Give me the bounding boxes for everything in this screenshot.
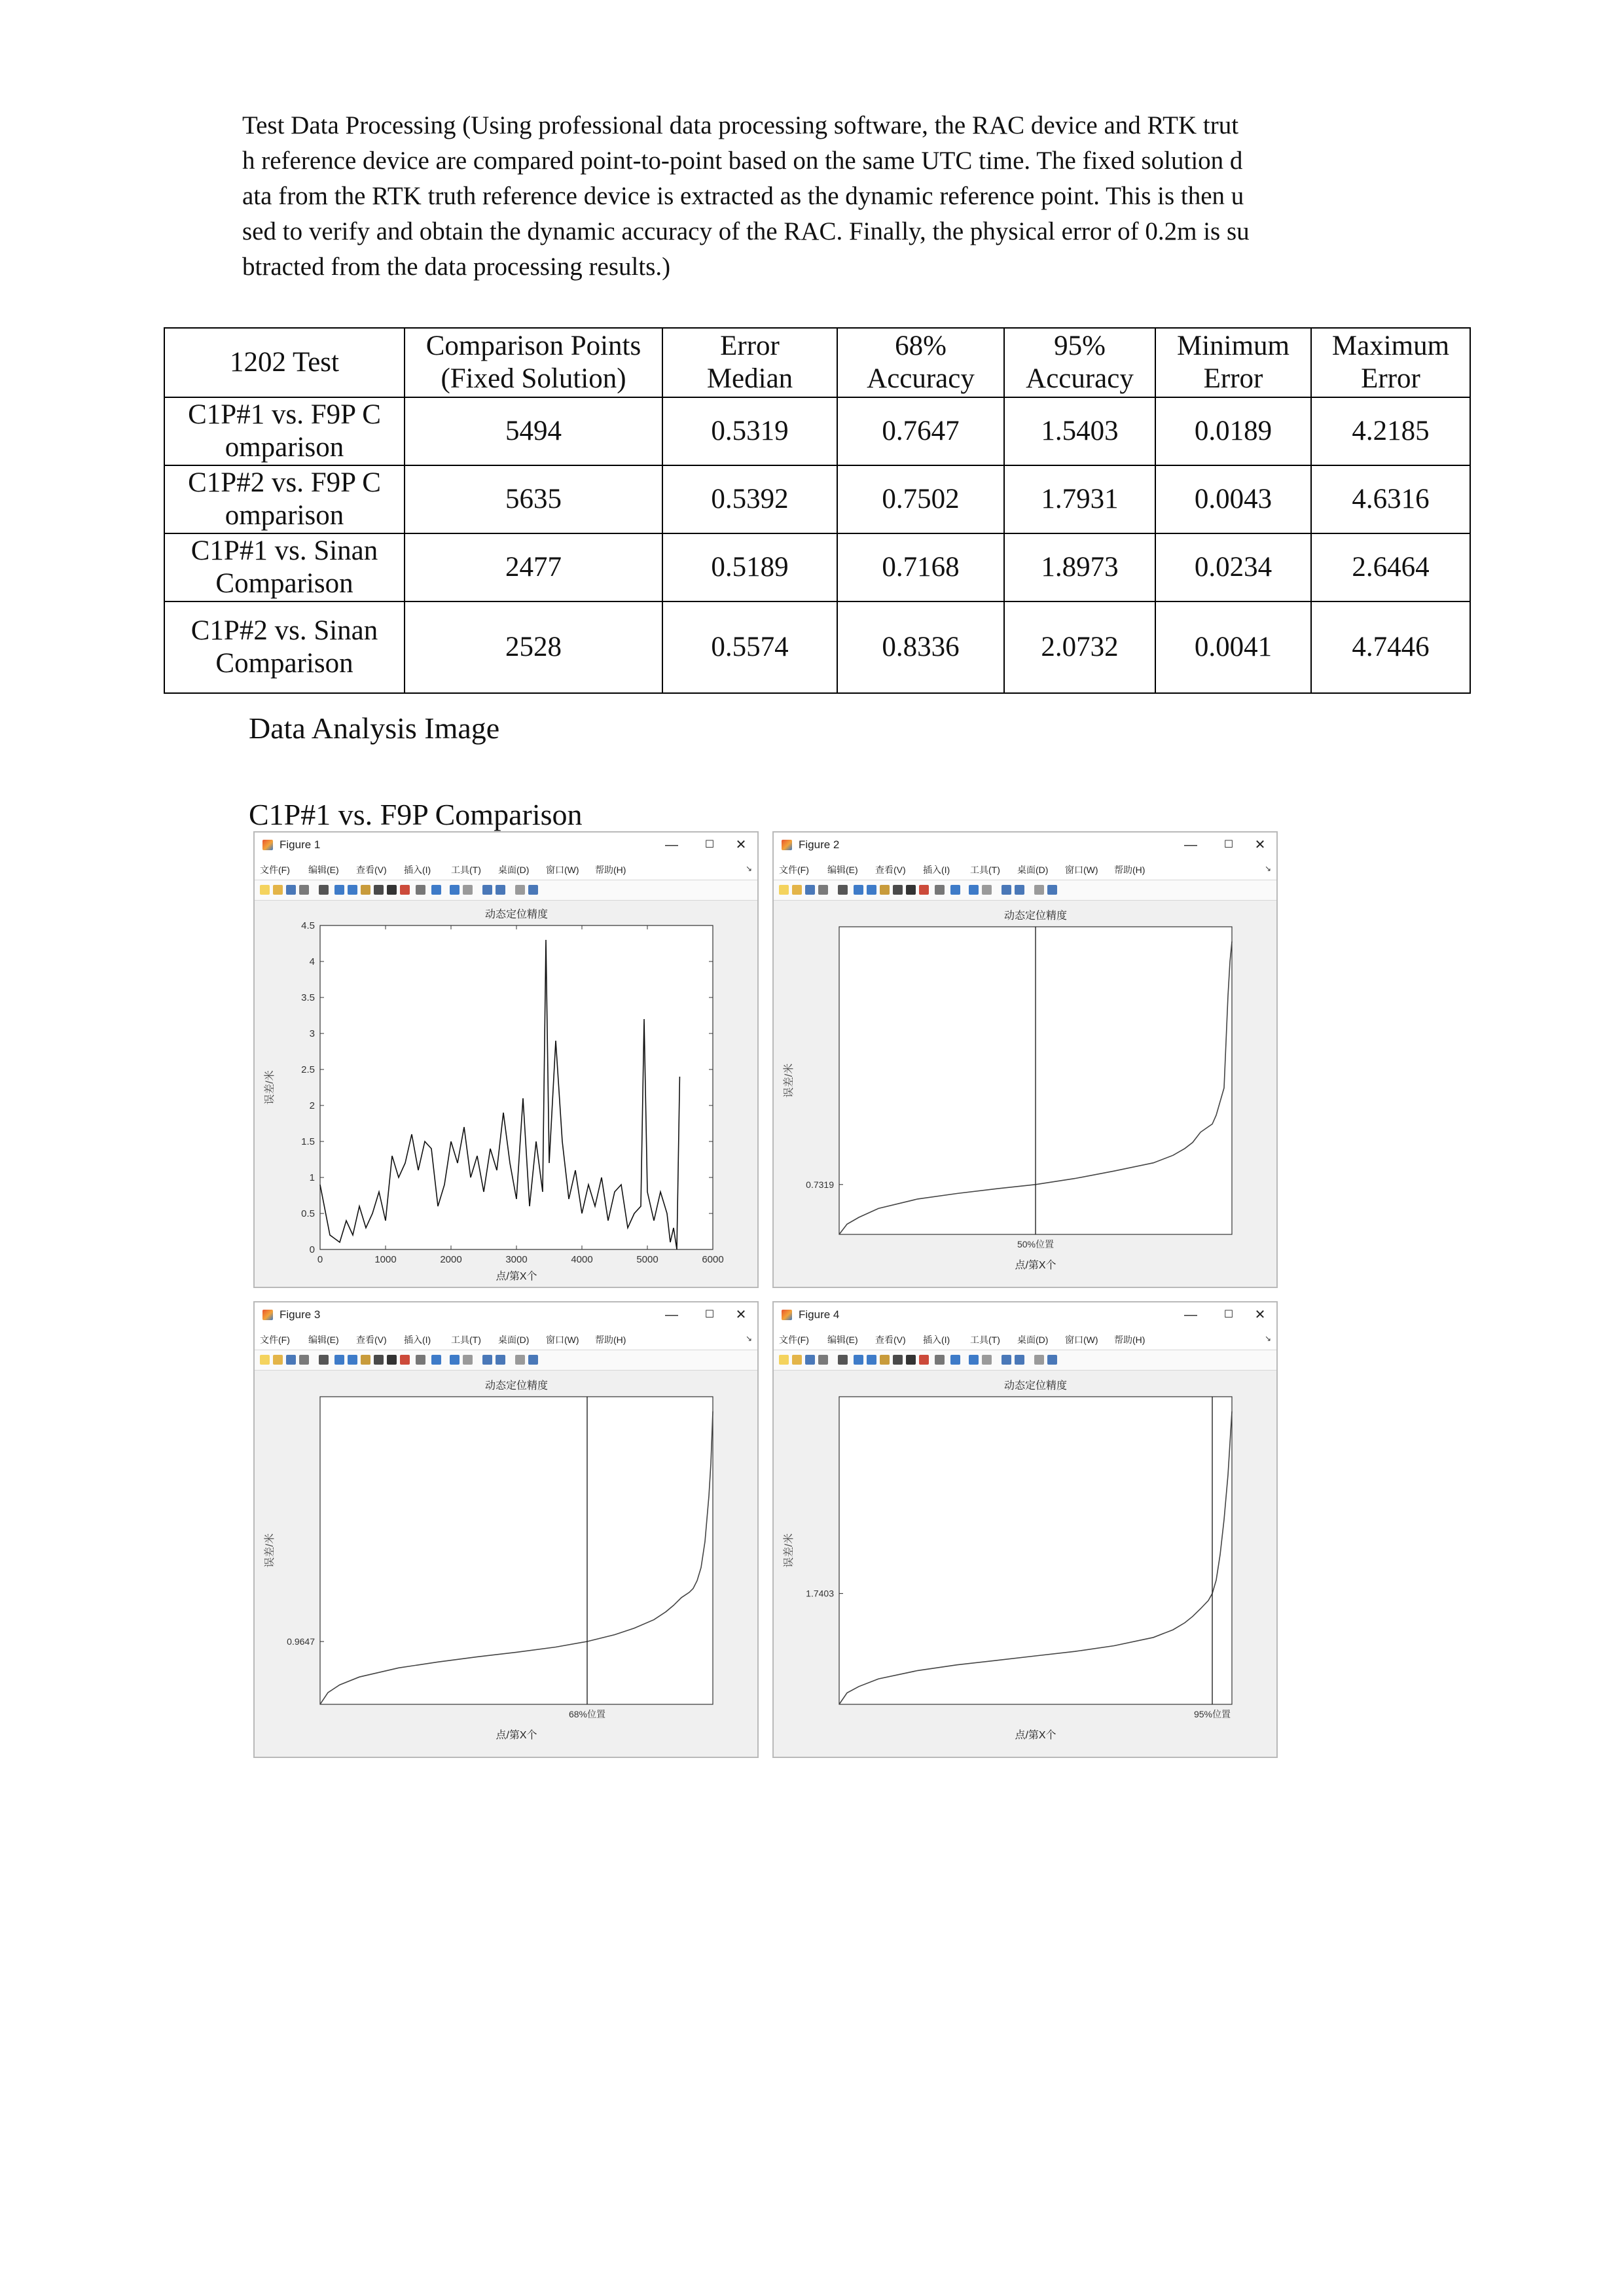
- toolbar-tool-icon[interactable]: [792, 885, 802, 895]
- intro-line: btracted from the data processing results.): [242, 253, 671, 281]
- plot-title: 动态定位精度: [1003, 910, 1068, 922]
- toolbar-tool-icon[interactable]: [805, 1355, 815, 1365]
- toolbar-tool-icon[interactable]: [361, 885, 370, 895]
- menu-item[interactable]: 编辑(E): [827, 1335, 858, 1345]
- menu-item[interactable]: 插入(I): [923, 1335, 950, 1345]
- header-test: 1202 Test: [164, 328, 405, 397]
- cell-acc68: 0.8336: [837, 601, 1004, 693]
- toolbar-tool-icon[interactable]: [893, 885, 903, 895]
- percentile-marker-label: 68%位置: [568, 1709, 606, 1719]
- toolbar-tool-icon[interactable]: [838, 1355, 848, 1365]
- cell-max: 4.7446: [1311, 601, 1470, 693]
- menu-item[interactable]: 窗口(W): [1065, 865, 1098, 875]
- toolbar-tool-icon[interactable]: [969, 885, 979, 895]
- menu-item[interactable]: 编辑(E): [308, 865, 339, 875]
- menu-item[interactable]: 帮助(H): [1114, 865, 1146, 875]
- cell-median: 0.5319: [662, 397, 837, 465]
- cell-min: 0.0041: [1155, 601, 1311, 693]
- menu-item[interactable]: 桌面(D): [498, 865, 530, 875]
- minimize-button[interactable]: —: [665, 1308, 678, 1322]
- window-title: Figure 4: [799, 1308, 840, 1321]
- y-axis-label: 误差/米: [784, 1533, 795, 1568]
- x-axis-label: 点/第X个: [1015, 1260, 1056, 1271]
- menu-item[interactable]: 窗口(W): [1065, 1335, 1098, 1345]
- toolbar-tool-icon[interactable]: [935, 1355, 945, 1365]
- toolbar-tool-icon[interactable]: [950, 1355, 960, 1365]
- y-axis-label: 误差/米: [784, 1063, 795, 1098]
- axes-box: [320, 1397, 713, 1704]
- window-titlebar[interactable]: [774, 1302, 1276, 1329]
- y-tick-label: 4: [309, 956, 315, 967]
- toolbar-tool-icon[interactable]: [867, 885, 876, 895]
- menu-item[interactable]: 编辑(E): [308, 1335, 339, 1345]
- toolbar-tool-icon[interactable]: [982, 1355, 992, 1365]
- figure-window: [772, 1301, 1278, 1758]
- toolbar-tool-icon[interactable]: [528, 1355, 538, 1365]
- toolbar-tool-icon[interactable]: [779, 885, 789, 895]
- toolbar-tool-icon[interactable]: [482, 885, 492, 895]
- cell-max: 2.6464: [1311, 533, 1470, 601]
- toolbar-tool-icon[interactable]: [299, 1355, 309, 1365]
- toolbar-tool-icon[interactable]: [792, 1355, 802, 1365]
- plot-area: [774, 899, 1278, 1288]
- maximize-button[interactable]: ☐: [1223, 839, 1234, 850]
- toolbar-tool-icon[interactable]: [982, 885, 992, 895]
- value-tick-label: 0.9647: [287, 1636, 315, 1647]
- menu-item[interactable]: 插入(I): [404, 865, 431, 875]
- toolbar-tool-icon[interactable]: [1001, 1355, 1011, 1365]
- toolbar-tool-icon[interactable]: [880, 1355, 890, 1365]
- menu-item[interactable]: 桌面(D): [1017, 865, 1049, 875]
- menu-item[interactable]: 文件(F): [779, 865, 809, 875]
- header-95-accuracy: 95% Accuracy: [1004, 328, 1155, 397]
- menu-item[interactable]: 工具(T): [451, 1335, 481, 1345]
- y-axis-label: 误差/米: [264, 1070, 276, 1105]
- toolbar-tool-icon[interactable]: [348, 885, 357, 895]
- toolbar-tool-icon[interactable]: [1034, 1355, 1044, 1365]
- y-tick-label: 3: [309, 1028, 315, 1039]
- toolbar-tool-icon[interactable]: [463, 1355, 473, 1365]
- toolbar-tool-icon[interactable]: [273, 1355, 283, 1365]
- toolbar-tool-icon[interactable]: [1015, 885, 1024, 895]
- maximize-button[interactable]: ☐: [704, 1309, 715, 1320]
- menu-bar: [255, 859, 757, 880]
- toolbar-tool-icon[interactable]: [286, 885, 296, 895]
- toolbar-tool-icon[interactable]: [515, 1355, 525, 1365]
- toolbar-tool-icon[interactable]: [450, 885, 460, 895]
- y-tick-label: 2.5: [301, 1064, 315, 1075]
- menu-more-icon[interactable]: ↘: [1264, 864, 1271, 873]
- row-label: C1P#1 vs. Sinan Comparison: [164, 533, 405, 601]
- close-button[interactable]: ✕: [1254, 838, 1266, 852]
- plot-title: 动态定位精度: [484, 909, 549, 920]
- section-heading: Data Analysis Image: [249, 711, 500, 745]
- intro-line: h reference device are compared point-to-point based on the same UTC time. The fixed solution d: [242, 147, 1243, 175]
- toolbar-tool-icon[interactable]: [1047, 885, 1057, 895]
- close-button[interactable]: ✕: [735, 1308, 747, 1322]
- toolbar-tool-icon[interactable]: [1034, 885, 1044, 895]
- matlab-icon: [782, 1310, 792, 1320]
- menu-item[interactable]: 查看(V): [875, 865, 906, 875]
- toolbar-tool-icon[interactable]: [906, 1355, 916, 1365]
- toolbar-tool-icon[interactable]: [299, 885, 309, 895]
- menu-bar: [774, 1329, 1276, 1350]
- x-tick-label: 3000: [505, 1254, 528, 1265]
- window-title: Figure 2: [799, 838, 840, 851]
- toolbar-tool-icon[interactable]: [818, 1355, 828, 1365]
- table-row: [164, 397, 1470, 465]
- toolbar-tool-icon[interactable]: [1001, 885, 1011, 895]
- toolbar-tool-icon[interactable]: [416, 885, 425, 895]
- toolbar-tool-icon[interactable]: [1015, 1355, 1024, 1365]
- toolbar-tool-icon[interactable]: [431, 1355, 441, 1365]
- y-axis-label: 误差/米: [264, 1533, 276, 1568]
- percentile-marker-label: 50%位置: [1017, 1239, 1055, 1249]
- window-title: Figure 3: [280, 1308, 321, 1321]
- toolbar-tool-icon[interactable]: [361, 1355, 370, 1365]
- cell-points: 2477: [405, 533, 662, 601]
- cell-median: 0.5574: [662, 601, 837, 693]
- toolbar-tool-icon[interactable]: [319, 885, 329, 895]
- menu-item[interactable]: 编辑(E): [827, 865, 858, 875]
- menu-item[interactable]: 帮助(H): [595, 1335, 626, 1345]
- menu-item[interactable]: 窗口(W): [546, 1335, 579, 1345]
- cell-acc68: 0.7647: [837, 397, 1004, 465]
- menu-item[interactable]: 查看(V): [356, 1335, 387, 1345]
- toolbar-tool-icon[interactable]: [431, 885, 441, 895]
- menu-item[interactable]: 窗口(W): [546, 865, 579, 875]
- menu-item[interactable]: 工具(T): [451, 865, 481, 875]
- figure-toolbar: [255, 880, 757, 901]
- menu-item[interactable]: 帮助(H): [1114, 1335, 1146, 1345]
- menu-item[interactable]: 帮助(H): [595, 865, 626, 875]
- axes-box: [839, 1397, 1232, 1704]
- cell-max: 4.2185: [1311, 397, 1470, 465]
- header-error-median: Error Median: [662, 328, 837, 397]
- y-tick-label: 3.5: [301, 992, 315, 1003]
- maximize-button[interactable]: ☐: [704, 839, 715, 850]
- intro-line: ata from the RTK truth reference device is extracted as the dynamic reference point. This is then u: [242, 182, 1244, 210]
- toolbar-tool-icon[interactable]: [334, 885, 344, 895]
- menu-item[interactable]: 桌面(D): [1017, 1335, 1049, 1345]
- toolbar-tool-icon[interactable]: [334, 1355, 344, 1365]
- value-tick-label: 0.7319: [806, 1179, 834, 1190]
- cell-median: 0.5392: [662, 465, 837, 533]
- menu-item[interactable]: 工具(T): [970, 865, 1000, 875]
- cell-min: 0.0189: [1155, 397, 1311, 465]
- toolbar-tool-icon[interactable]: [463, 885, 473, 895]
- toolbar-tool-icon[interactable]: [919, 1355, 929, 1365]
- toolbar-tool-icon[interactable]: [387, 885, 397, 895]
- figure-toolbar: [255, 1350, 757, 1371]
- toolbar-tool-icon[interactable]: [805, 885, 815, 895]
- x-tick-label: 0: [317, 1254, 323, 1265]
- toolbar-tool-icon[interactable]: [515, 885, 525, 895]
- window-title: Figure 1: [280, 838, 321, 851]
- toolbar-tool-icon[interactable]: [906, 885, 916, 895]
- cell-points: 5635: [405, 465, 662, 533]
- menu-bar: [774, 859, 1276, 880]
- y-tick-label: 1: [309, 1172, 315, 1183]
- toolbar-tool-icon[interactable]: [919, 885, 929, 895]
- toolbar-tool-icon[interactable]: [496, 1355, 505, 1365]
- cell-acc95: 1.5403: [1004, 397, 1155, 465]
- cell-points: 2528: [405, 601, 662, 693]
- row-label: C1P#2 vs. Sinan Comparison: [164, 601, 405, 693]
- figure-window: [253, 831, 759, 1288]
- toolbar-tool-icon[interactable]: [818, 885, 828, 895]
- comparison-heading: C1P#1 vs. F9P Comparison: [249, 798, 583, 831]
- toolbar-tool-icon[interactable]: [482, 1355, 492, 1365]
- table-row: [164, 533, 1470, 601]
- plot-area: [255, 1369, 759, 1758]
- menu-more-icon[interactable]: ↘: [745, 1334, 752, 1343]
- y-tick-label: 4.5: [301, 920, 315, 931]
- toolbar-tool-icon[interactable]: [969, 1355, 979, 1365]
- table-row: [164, 601, 1470, 693]
- toolbar-tool-icon[interactable]: [950, 885, 960, 895]
- menu-item[interactable]: 桌面(D): [498, 1335, 530, 1345]
- cell-acc95: 2.0732: [1004, 601, 1155, 693]
- window-titlebar[interactable]: [255, 833, 757, 859]
- toolbar-tool-icon[interactable]: [416, 1355, 425, 1365]
- header-minimum-error: Minimum Error: [1155, 328, 1311, 397]
- menu-item[interactable]: 文件(F): [779, 1335, 809, 1345]
- toolbar-tool-icon[interactable]: [496, 885, 505, 895]
- toolbar-tool-icon[interactable]: [400, 885, 410, 895]
- y-tick-label: 2: [309, 1100, 315, 1111]
- cell-max: 4.6316: [1311, 465, 1470, 533]
- cell-acc95: 1.8973: [1004, 533, 1155, 601]
- x-tick-label: 6000: [702, 1254, 724, 1265]
- toolbar-tool-icon[interactable]: [854, 1355, 863, 1365]
- figure-window: [253, 1301, 759, 1758]
- menu-more-icon[interactable]: ↘: [745, 864, 752, 873]
- close-button[interactable]: ✕: [1254, 1308, 1266, 1322]
- axes-box: [320, 925, 713, 1249]
- window-titlebar[interactable]: [255, 1302, 757, 1329]
- toolbar-tool-icon[interactable]: [273, 885, 283, 895]
- menu-item[interactable]: 文件(F): [260, 865, 290, 875]
- y-tick-label: 0.5: [301, 1208, 315, 1219]
- matlab-icon: [782, 840, 792, 850]
- row-label: C1P#2 vs. F9P C omparison: [164, 465, 405, 533]
- toolbar-tool-icon[interactable]: [880, 885, 890, 895]
- toolbar-tool-icon[interactable]: [374, 1355, 384, 1365]
- x-tick-label: 4000: [571, 1254, 593, 1265]
- header-68-accuracy: 68% Accuracy: [837, 328, 1004, 397]
- toolbar-tool-icon[interactable]: [867, 1355, 876, 1365]
- cell-acc68: 0.7502: [837, 465, 1004, 533]
- minimize-button[interactable]: —: [1184, 838, 1197, 852]
- x-tick-label: 1000: [374, 1254, 397, 1265]
- window-titlebar[interactable]: [774, 833, 1276, 859]
- table-row: [164, 465, 1470, 533]
- minimize-button[interactable]: —: [1184, 1308, 1197, 1322]
- plot-title: 动态定位精度: [484, 1380, 549, 1391]
- toolbar-tool-icon[interactable]: [319, 1355, 329, 1365]
- x-tick-label: 2000: [440, 1254, 462, 1265]
- menu-item[interactable]: 插入(I): [404, 1335, 431, 1345]
- toolbar-tool-icon[interactable]: [1047, 1355, 1057, 1365]
- matlab-icon: [262, 840, 273, 850]
- intro-line: Test Data Processing (Using professional data processing software, the RAC device and RTK trut: [242, 111, 1239, 139]
- figure-window: [772, 831, 1278, 1288]
- x-axis-label: 点/第X个: [496, 1271, 537, 1282]
- menu-item[interactable]: 工具(T): [970, 1335, 1000, 1345]
- row-label: C1P#1 vs. F9P C omparison: [164, 397, 405, 465]
- cell-median: 0.5189: [662, 533, 837, 601]
- toolbar-tool-icon[interactable]: [528, 885, 538, 895]
- toolbar-tool-icon[interactable]: [450, 1355, 460, 1365]
- cell-points: 5494: [405, 397, 662, 465]
- figure-toolbar: [774, 880, 1276, 901]
- minimize-button[interactable]: —: [665, 838, 678, 852]
- y-tick-label: 0: [309, 1244, 315, 1255]
- toolbar-tool-icon[interactable]: [286, 1355, 296, 1365]
- menu-bar: [255, 1329, 757, 1350]
- results-table: [164, 327, 1471, 694]
- maximize-button[interactable]: ☐: [1223, 1309, 1234, 1320]
- x-tick-label: 5000: [636, 1254, 659, 1265]
- cell-acc68: 0.7168: [837, 533, 1004, 601]
- menu-item[interactable]: 查看(V): [875, 1335, 906, 1345]
- y-tick-label: 1.5: [301, 1136, 315, 1147]
- toolbar-tool-icon[interactable]: [779, 1355, 789, 1365]
- close-button[interactable]: ✕: [735, 838, 747, 852]
- value-tick-label: 1.7403: [806, 1588, 834, 1599]
- menu-more-icon[interactable]: ↘: [1264, 1334, 1271, 1343]
- menu-item[interactable]: 查看(V): [356, 865, 387, 875]
- cell-acc95: 1.7931: [1004, 465, 1155, 533]
- plot-area: [774, 1369, 1278, 1758]
- table-header-row: [164, 328, 1470, 397]
- toolbar-tool-icon[interactable]: [400, 1355, 410, 1365]
- plot-title: 动态定位精度: [1003, 1380, 1068, 1391]
- toolbar-tool-icon[interactable]: [260, 1355, 270, 1365]
- toolbar-tool-icon[interactable]: [854, 885, 863, 895]
- header-comparison-points: Comparison Points (Fixed Solution): [405, 328, 662, 397]
- intro-paragraph: [242, 108, 1384, 285]
- menu-item[interactable]: 文件(F): [260, 1335, 290, 1345]
- x-axis-label: 点/第X个: [496, 1730, 537, 1741]
- header-maximum-error: Maximum Error: [1311, 328, 1470, 397]
- menu-item[interactable]: 插入(I): [923, 865, 950, 875]
- toolbar-tool-icon[interactable]: [374, 885, 384, 895]
- toolbar-tool-icon[interactable]: [838, 885, 848, 895]
- plot-area: [255, 899, 759, 1288]
- toolbar-tool-icon[interactable]: [348, 1355, 357, 1365]
- toolbar-tool-icon[interactable]: [387, 1355, 397, 1365]
- x-axis-label: 点/第X个: [1015, 1730, 1056, 1741]
- toolbar-tool-icon[interactable]: [260, 885, 270, 895]
- toolbar-tool-icon[interactable]: [935, 885, 945, 895]
- intro-line: sed to verify and obtain the dynamic accuracy of the RAC. Finally, the physical error of 0.2m is su: [242, 217, 1250, 245]
- cell-min: 0.0043: [1155, 465, 1311, 533]
- percentile-marker-label: 95%位置: [1193, 1709, 1231, 1719]
- toolbar-tool-icon[interactable]: [893, 1355, 903, 1365]
- figure-toolbar: [774, 1350, 1276, 1371]
- matlab-icon: [262, 1310, 273, 1320]
- cell-min: 0.0234: [1155, 533, 1311, 601]
